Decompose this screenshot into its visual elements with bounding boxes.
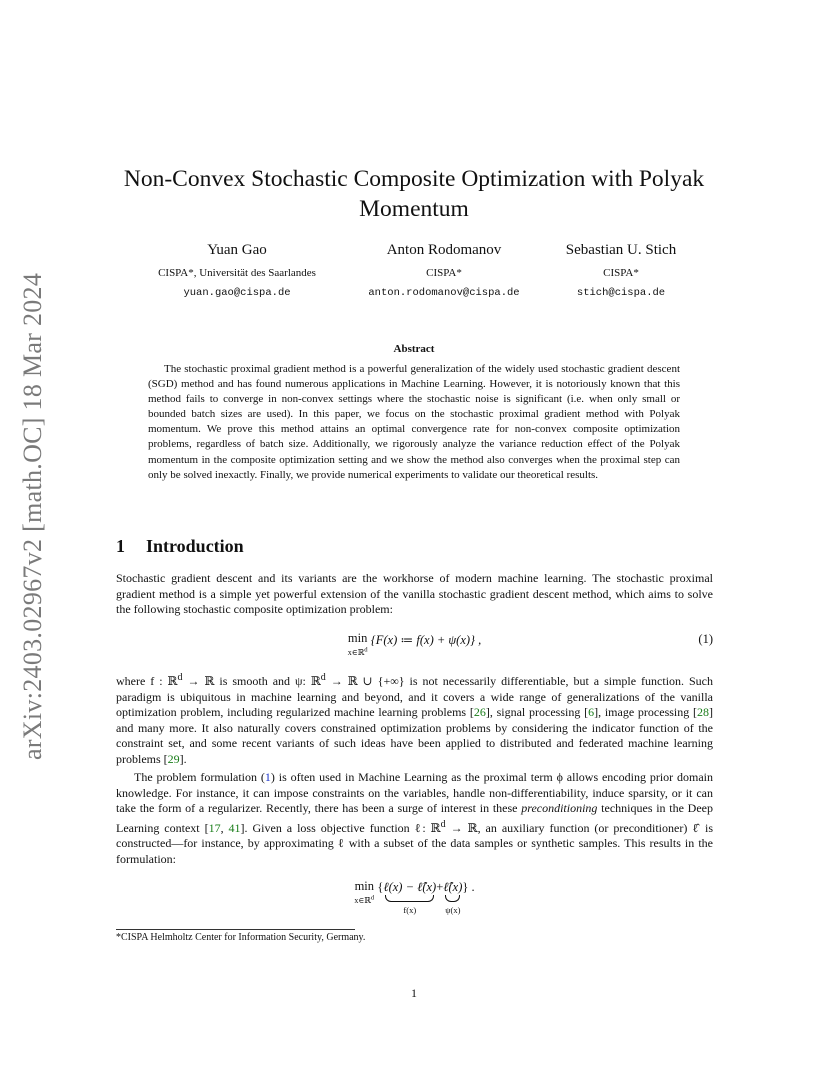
intro-paragraph-3	[116, 770, 713, 868]
author-affiliation: CISPA*	[603, 267, 639, 279]
author-3	[511, 240, 731, 301]
paragraph-text: The problem formulation (1) is often used in Machine Learning as the proximal term ϕ allows encoding prior domain knowledge. For instance, it can impose constraints on the variables, handle non-differentiability, induce sparsity, or it can take the form of a regularizer. Recently, there has been a surge of interest in these preconditioning techniques in the Deep Learning context [17, 41]. Given a loss objective function ℓ: ℝ$^d$ → ℝ, an auxiliary function (or preconditioner) ℓ̂ is constructed—for instance, by approximating ℓ with a subset of the data samples or synthetic samples. This results in the formulation:	[116, 770, 713, 866]
equation-2	[116, 880, 713, 920]
footnote-divider	[116, 929, 355, 930]
author-name: Sebastian U. Stich	[565, 242, 677, 258]
section-heading	[116, 536, 244, 557]
underbrace-f: ℓ(x) − ℓ̂(x) f(x)	[383, 880, 437, 915]
equation-expression: {F(x) ≔ f(x) + ψ(x)} ,	[370, 633, 482, 647]
min-subscript: x∈ℝ$^d$	[354, 894, 375, 905]
equation-body	[116, 632, 713, 659]
author-affiliation: CISPA*	[426, 267, 462, 279]
citation-link[interactable]: 17	[208, 820, 221, 835]
citation-link[interactable]: 6	[588, 705, 595, 720]
author-email[interactable]: yuan.gao@cispa.de	[183, 287, 291, 299]
title-line-2: Momentum	[359, 196, 469, 222]
citation-link[interactable]: 41	[228, 820, 241, 835]
equation-number: (1)	[698, 632, 713, 646]
author-1	[127, 240, 347, 301]
citation-link[interactable]: 29	[167, 751, 180, 766]
author-name: Anton Rodomanov	[386, 242, 502, 258]
author-email[interactable]: anton.rodomanov@cispa.de	[368, 287, 520, 299]
min-operator: min	[347, 631, 368, 645]
arxiv-stamp: arXiv:2403.02967v2 [math.OC] 18 Mar 2024	[18, 272, 47, 760]
min-operator: min	[354, 879, 375, 893]
section-title: Introduction	[146, 536, 244, 556]
min-subscript: x∈ℝ$^d$	[347, 646, 368, 657]
title-line-1: Non-Convex Stochastic Composite Optimization with Polyak	[123, 166, 705, 192]
author-affiliation: CISPA*, Universität des Saarlandes	[158, 267, 316, 279]
author-email[interactable]: stich@cispa.de	[576, 287, 666, 299]
citation-link[interactable]: 26	[473, 705, 486, 720]
intro-paragraph-1	[116, 571, 713, 618]
page-number: 1	[411, 986, 417, 1000]
abstract-text: The stochastic proximal gradient method is a powerful generalization of the widely used stochastic gradient descent (SGD) method and has found numerous applications in Machine Learning. However, it is notoriously known that this method fails to converge in non-convex settings where the stochastic noise is significant (i.e. when only small or bounded batch sizes are used). In this paper, we focus on the stochastic proximal gradient method with Polyak momentum. We prove this method attains an optimal convergence rate for non-convex composite optimization problems, regardless of batch size. Additionally, we rigorously analyze the variance reduction effect of the Polyak momentum in the composite optimization setting and we show the method also converges when the proximal step can only be solved inexactly. Finally, we provide numerical experiments to validate our theoretical results.	[148, 363, 680, 481]
paper-title	[100, 164, 728, 224]
paragraph-text: Stochastic gradient descent and its variants are the workhorse of modern machine learning. The stochastic proximal gradient method is a simple yet powerful extension of the vanilla stochastic gradient descent method, which aims to solve the following stochastic composite optimization problem:	[116, 571, 713, 617]
equation-1	[116, 632, 713, 662]
underbrace-psi: ℓ̂(x) ψ(x)	[443, 880, 463, 915]
author-name: Yuan Gao	[207, 242, 267, 258]
equation-body: min x∈ℝ$^d$ {ℓ(x) − ℓ̂(x) f(x) +ℓ̂(x) ψ(x) } .	[354, 879, 475, 915]
footnote: *CISPA Helmholtz Center for Information Security, Germany.	[116, 932, 366, 943]
equation-reference-link[interactable]: 1	[264, 770, 271, 784]
paragraph-text: where f : ℝ$^d$ → ℝ is smooth and ψ: ℝ$^d$ → ℝ ∪ {+∞} is not necessarily differentiable, but a simple function. Such paradigm is ubiquitous in machine learning and beyond, and it covers a wide range of generalizations of the vanilla optimization problem, including regularized machine learning problems [26], signal processing [6], image processing [28] and many more. It also naturally covers constrained optimization problems by considering the indicator function of the constraint set, and some recent variants of such ideas have been applied to distributed and federated machine learning problems [29].	[116, 672, 713, 766]
intro-paragraph-2	[116, 670, 713, 768]
citation-link[interactable]: 28	[697, 705, 709, 720]
abstract-body	[148, 362, 680, 483]
abstract-heading: Abstract	[393, 343, 435, 355]
section-number: 1	[116, 536, 125, 556]
